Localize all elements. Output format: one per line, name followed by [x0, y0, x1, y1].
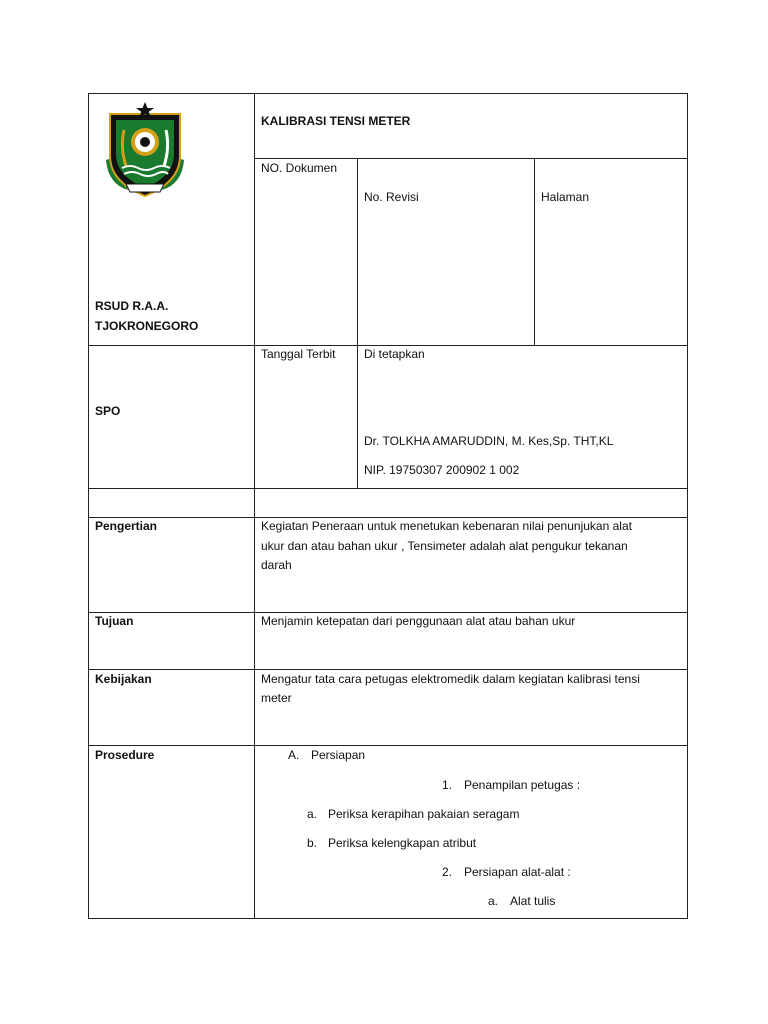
- table-border-right: [687, 93, 688, 919]
- table-border-bottom: [88, 918, 688, 919]
- list-item-marker: 2.: [442, 865, 453, 879]
- list-item: Persiapan alat-alat :: [464, 865, 571, 879]
- ditetapkan-label: Di tetapkan: [364, 347, 425, 361]
- spo-label: SPO: [95, 404, 121, 418]
- list-item: Penampilan petugas :: [464, 778, 581, 792]
- tujuan-text: Menjamin ketepatan dari penggunaan alat atau bahan ukur: [261, 614, 576, 628]
- signatory-nip: NIP. 19750307 200902 1 002: [364, 463, 520, 477]
- tanggal-terbit-label: Tanggal Terbit: [261, 347, 336, 361]
- list-item-marker: a.: [307, 807, 318, 821]
- table-column-divider: [254, 93, 255, 919]
- tujuan-label: Tujuan: [95, 614, 134, 628]
- list-item-marker: A.: [288, 748, 300, 762]
- kebijakan-text-line1: Mengatur tata cara petugas elektromedik dalam kegiatan kalibrasi tensi: [261, 672, 640, 686]
- hospital-name-line1: RSUD R.A.A.: [95, 299, 169, 313]
- list-item: Alat tulis: [510, 894, 556, 908]
- spo-row-divider: [88, 488, 688, 489]
- list-item-marker: 1.: [442, 778, 453, 792]
- list-item: Periksa kerapihan pakaian seragam: [328, 807, 520, 821]
- no-dokumen-label: NO. Dokumen: [261, 161, 338, 175]
- regional-coat-of-arms-icon: [102, 100, 188, 198]
- prosedure-label: Prosedure: [95, 748, 155, 762]
- list-item-marker: a.: [488, 894, 499, 908]
- document-title: KALIBRASI TENSI METER: [261, 114, 411, 128]
- pengertian-text-line3: darah: [261, 558, 292, 572]
- tujuan-row-divider: [88, 669, 688, 670]
- list-item: Periksa kelengkapan atribut: [328, 836, 477, 850]
- kebijakan-text-line2: meter: [261, 691, 292, 705]
- pengertian-text-line2: ukur dan atau bahan ukur , Tensimeter adalah alat pengukur tekanan: [261, 539, 628, 553]
- table-border-left: [88, 93, 89, 919]
- header-title-underline: [254, 158, 688, 159]
- table-border-top: [88, 93, 688, 94]
- header-divider-halaman: [534, 158, 535, 345]
- halaman-label: Halaman: [541, 190, 590, 204]
- no-revisi-label: No. Revisi: [364, 190, 419, 204]
- pengertian-label: Pengertian: [95, 519, 158, 533]
- list-item-marker: b.: [307, 836, 318, 850]
- kebijakan-row-divider: [88, 745, 688, 746]
- list-item: Persiapan: [311, 748, 366, 762]
- hospital-name-line2: TJOKRONEGORO: [95, 319, 199, 333]
- signatory-name: Dr. TOLKHA AMARUDDIN, M. Kes,Sp. THT,KL: [364, 434, 614, 448]
- kebijakan-label: Kebijakan: [95, 672, 152, 686]
- pengertian-text-line1: Kegiatan Peneraan untuk menetukan kebenaran nilai penunjukan alat: [261, 519, 632, 533]
- header-divider-revisi: [357, 158, 358, 488]
